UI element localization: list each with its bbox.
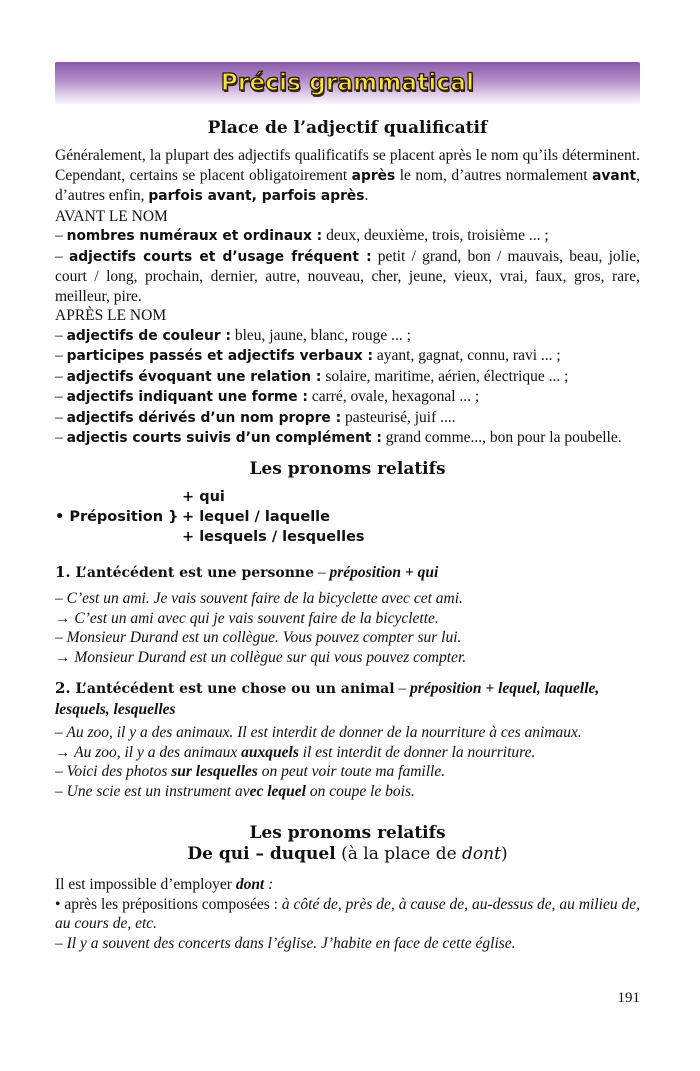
example-line: – Monsieur Durand est un collègue. Vous pouvez compter sur lui. <box>55 629 462 646</box>
example-line: – Voici des photos sur lesquelles on peut voir toute ma famille. <box>55 763 446 780</box>
rel-lequel: + lequel / laquelle <box>182 508 330 525</box>
list-item: – nombres numéraux et ordinaux : deux, deuxième, trois, troisième ... ; <box>55 227 549 244</box>
list-item: • après les prépositions composées : à côté de, près de, à cause de, au-dessus de, au milieu de, au cours de, etc. <box>55 895 640 932</box>
examples-personne <box>55 589 640 667</box>
subheading-personne: 1. L’antécédent est une personne – préposition + qui <box>55 562 439 581</box>
list-item: – adjectifs courts et d’usage fréquent : petit / grand, bon / mauvais, beau, jolie, court / long, prochain, dernier, autre, nouveau, cher, jeune, vieux, vrai, faux, gros, rare, meilleur, pire. <box>55 247 640 305</box>
list-item: – adjectis courts suivis d’un complément : grand comme..., bon pour la poubelle. <box>55 429 622 446</box>
intro-paragraph: Généralement, la plupart des adjectifs qualificatifs se placent après le nom qu’ils déterminent. Cependant, certains se placent obligatoirement après le nom, d’autres normalement avant, d’autres enfin, parfois avant, parfois après. <box>55 147 640 204</box>
subheading-chose: 2. L’antécédent est une chose ou un animal – préposition + lequel, laquelle, lesquels, lesquelles <box>55 679 600 718</box>
rel-lesquels: + lesquels / lesquelles <box>182 528 365 545</box>
list-item: – adjectifs dérivés d’un nom propre : pasteurisé, juif .... <box>55 408 456 426</box>
relatifs-table <box>55 487 640 547</box>
examples-chose <box>55 723 640 801</box>
banner-title: Précis grammatical <box>220 70 475 96</box>
example-line: – Au zoo, il y a des animaux. Il est interdit de donner de la nourriture à ces animaux. <box>55 724 582 741</box>
example-line: → Au zoo, il y a des animaux auxquels il est interdit de donner la nourriture. <box>55 743 536 761</box>
section-banner <box>55 62 640 104</box>
example-line: – Une scie est un instrument avec lequel on coupe le bois. <box>55 782 415 800</box>
example-line: → Monsieur Durand est un collègue sur qui vous pouvez compter. <box>55 648 467 666</box>
section-title-relatifs: Les pronoms relatifs <box>249 458 446 479</box>
section-title-de-qui: Les pronoms relatifs De qui – duquel (à la place de dont) <box>187 823 508 864</box>
rel-qui: + qui <box>182 488 225 505</box>
example-line: – C’est un ami. Je vais souvent faire de la bicyclette avec cet ami. <box>55 590 463 607</box>
avant-label: AVANT LE NOM <box>55 207 168 225</box>
page-content <box>55 62 640 953</box>
adjectif-section <box>55 146 640 449</box>
section-title-adjectif: Place de l’adjectif qualificatif <box>207 118 488 138</box>
list-item: – adjectifs évoquant une relation : solaire, maritime, aérien, électrique ... ; <box>55 367 569 385</box>
example-line: → C’est un ami avec qui je vais souvent faire de la bicyclette. <box>55 609 439 627</box>
de-qui-section <box>55 875 640 953</box>
dont-rule: Il est impossible d’employer dont : <box>55 876 274 893</box>
list-item: – adjectifs de couleur : bleu, jaune, blanc, rouge ... ; <box>55 326 411 344</box>
example-line: – Il y a souvent des concerts dans l’église. J’habite en face de cette église. <box>55 934 516 952</box>
apres-label: APRÈS LE NOM <box>55 307 167 324</box>
rel-preposition: • Préposition } <box>55 508 179 525</box>
list-item: – adjectifs indiquant une forme : carré, ovale, hexagonal ... ; <box>55 388 480 405</box>
page-number: 191 <box>617 990 640 1006</box>
list-item: – participes passés et adjectifs verbaux : ayant, gagnat, connu, ravi ... ; <box>55 347 561 364</box>
